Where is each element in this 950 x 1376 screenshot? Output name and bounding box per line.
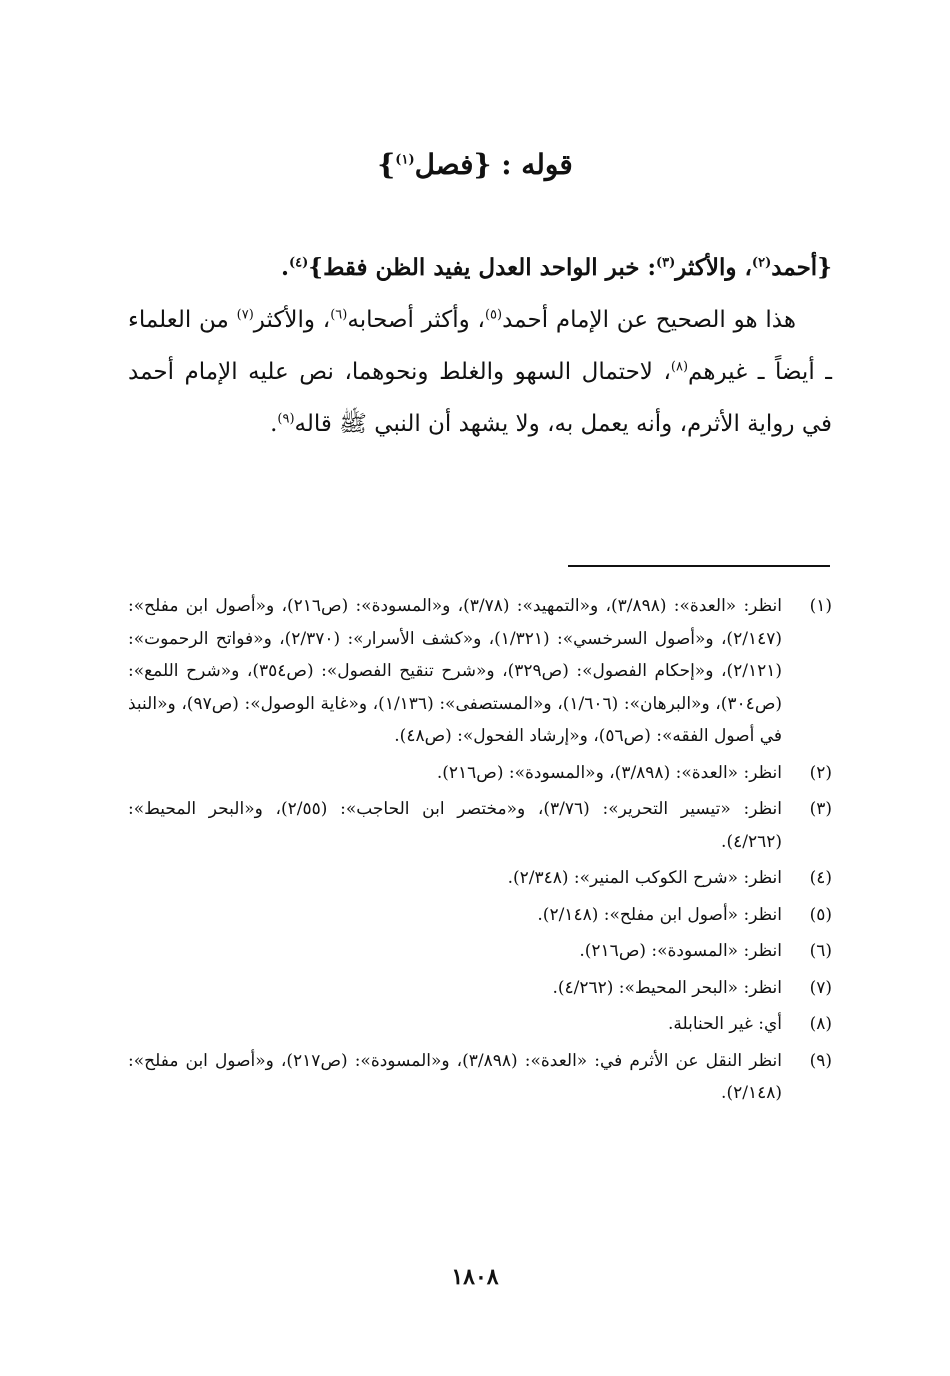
footnote-item (128, 862, 832, 895)
footnote-number: (٣) (809, 799, 832, 819)
footnote-item (128, 757, 832, 790)
matn-quote: {أحمد$^{(٢)}$، والأكثر$^{(٣)}$: خبر الواحد العدل يفيد الظن فقط}$^{(٤)}$. (280, 254, 832, 281)
footnote-number: (٨) (809, 1014, 832, 1034)
heading-footnote-ref: (١) (395, 152, 415, 168)
page-number: ١٨٠٨ (451, 1264, 499, 1290)
main-text (128, 242, 832, 450)
footnote-number: (٢) (809, 762, 832, 783)
footnote-ref: (٨) (670, 359, 689, 375)
footnote-text: انظر: «أصول ابن مفلح»: (٢/١٤٨). (537, 904, 782, 925)
heading-word: فصل (414, 148, 474, 181)
footnote-ref: (٤) (288, 255, 309, 271)
footnote-separator (568, 565, 830, 567)
footnote-ref: (٧) (236, 307, 254, 323)
footnote-text: انظر: «شرح الكوكب المنير»: (٢/٣٤٨). (507, 868, 782, 888)
footnote-item (128, 793, 832, 858)
footnote-item (128, 590, 832, 753)
footnote-text: انظر النقل عن الأثرم في: «العدة»: (٣/٨٩٨)، و«المسودة»: (ص٢١٧)، و«أصول ابن مفلح»: (٢/١٤٨). (128, 1050, 782, 1103)
footnote-number: (٦) (809, 941, 832, 961)
footnote-text: أي: غير الحنابلة. (667, 1014, 782, 1034)
footnote-ref: (٩) (277, 411, 295, 427)
heading-suffix: } (377, 148, 396, 181)
footnote-ref: (٣) (655, 255, 676, 271)
footnote-text: انظر: «العدة»: (٣/٨٩٨)، و«التمهيد»: (٣/٧٨)، و«المسودة»: (ص٢١٦)، و«أصول ابن مفلح»: (٢/١٤٧)، و«أصول السرخسي»: (١/٣٢١)، و«كشف الأسرار»: (٢/٣٧٠)، و«فواتح الرحموت»: (٢/١٢١)، و«إحكام الفصول»: (ص٣٢٩)، و«شرح تنقيح الفصول»: (ص٣٥٤)، و«شرح اللمع»: (ص٣٠٤)، و«البرهان»: (١/٦٠٦)، و«المستصفى»: (١/١٣٦)، و«غاية الوصول»: (ص٩٧)، و«النبذ في أصول الفقه»: (ص٥٦)، و«إرشاد الفحول»: (ص٤٨). (128, 596, 782, 746)
footnote-text: انظر: «البحر المحيط»: (٤/٢٦٢). (552, 977, 782, 998)
sharh-paragraph: هذا هو الصحيح عن الإمام أحمد$^{(٥)}$، وأكثر أصحابه$^{(٦)}$، والأكثر$^{(٧)}$ من العلماء ـ أيضاً ـ غيرهم$^{(٨)}$، لاحتمال السهو والغلط ونحوهما، نص عليه الإمام أحمد في رواية الأثرم، وأنه يعمل به، ولا يشهد أن النبي ﷺ قاله$^{(٩)}$. (128, 307, 833, 437)
footnote-number: (١) (809, 596, 832, 616)
footnote-item (128, 899, 832, 932)
footnote-item (128, 935, 832, 968)
footnote-number: (٥) (809, 904, 832, 925)
section-heading (0, 148, 950, 181)
footnote-text: انظر: «تيسير التحرير»: (٣/٧٦)، و«مختصر ابن الحاجب»: (٢/٥٥)، و«البحر المحيط»: (٤/٢٦٢). (128, 799, 782, 852)
footnote-number: (٧) (809, 977, 832, 998)
footnotes (128, 590, 832, 1114)
footnote-text: انظر: «العدة»: (٣/٨٩٨)، و«المسودة»: (ص٢١٦). (436, 762, 782, 783)
footnote-number: (٤) (809, 868, 832, 888)
footnote-number: (٩) (809, 1050, 832, 1071)
footnote-item (128, 1045, 832, 1110)
footnote-ref: (٦) (330, 307, 348, 323)
footnote-text: انظر: «المسودة»: (ص٢١٦). (579, 941, 782, 961)
footnote-ref: (٢) (751, 255, 772, 271)
footnote-ref: (٥) (484, 307, 503, 323)
footnote-item (128, 1008, 832, 1041)
footnote-item (128, 972, 832, 1005)
heading-prefix: قوله : { (473, 148, 573, 181)
